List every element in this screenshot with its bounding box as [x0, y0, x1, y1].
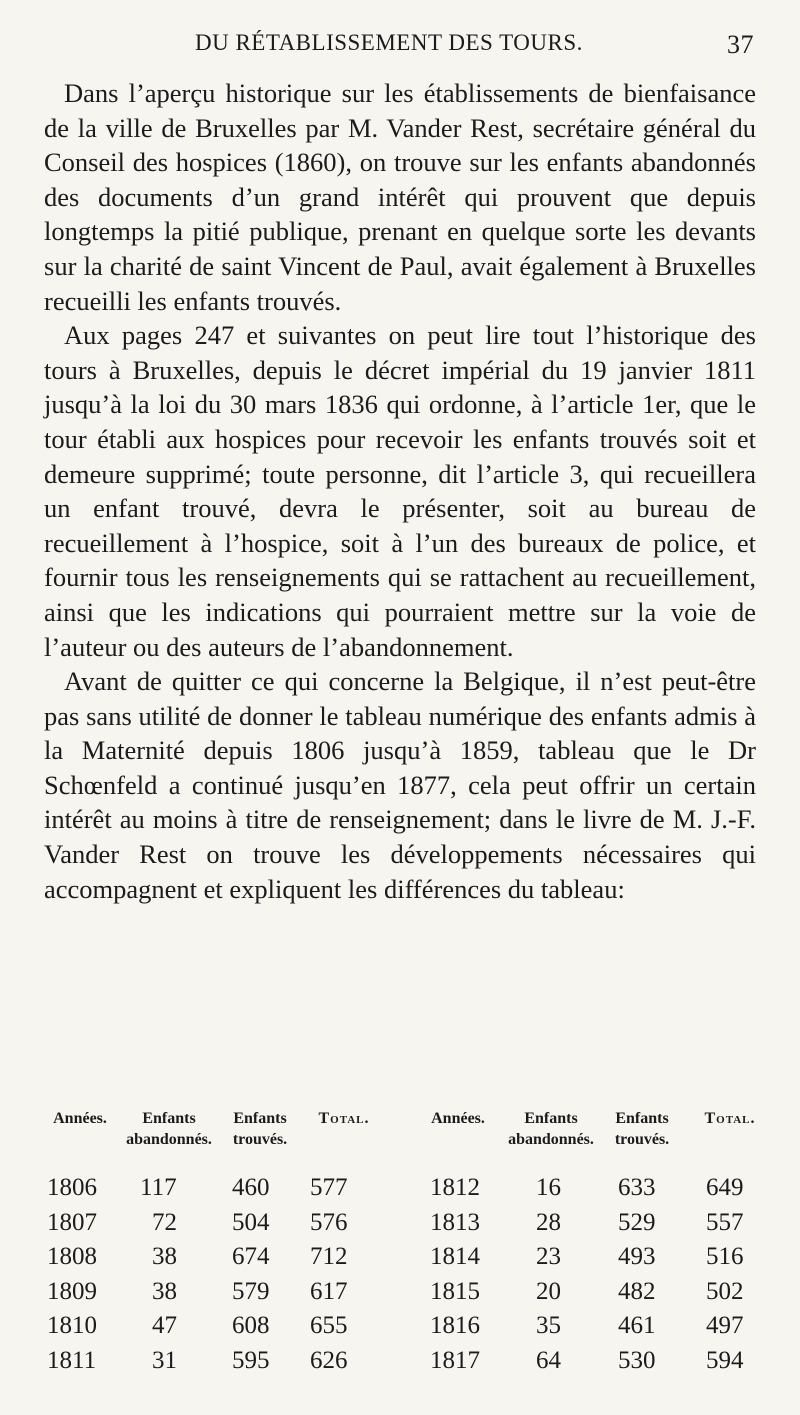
cell-total: 557 — [706, 1208, 744, 1236]
col-header-trouves-line2: trouvés. — [232, 1131, 288, 1148]
col-header-total: Total. — [704, 1110, 756, 1127]
table-row — [44, 1209, 764, 1244]
cell-year: 1815 — [430, 1277, 480, 1305]
cell-year: 1810 — [47, 1312, 97, 1339]
paragraph: Avant de quitter ce qui concerne la Belgique, il n’est peut-être pas sans utilité de donner le tableau numérique des enfants admis à la Maternité depuis 1806 jusqu’à 1859, tableau que le Dr Schœnfeld a continué jusqu’en 1877, cela peut offrir un certain intérêt au moins à titre de renseignement; dans le livre de M. J.-F. Vander Rest on trouve les développements nécessaires qui accompagnent et expliquent les différences du tableau: — [44, 666, 756, 904]
col-header-trouves — [222, 1108, 298, 1150]
col-header-annees: Années. — [53, 1110, 107, 1127]
page-number: 37 — [727, 30, 754, 59]
col-header-trouves-line2: trouvés. — [614, 1131, 670, 1148]
cell-abandoned: 28 — [536, 1208, 561, 1236]
col-header-annees: Années. — [431, 1110, 485, 1127]
cell-total: 626 — [310, 1346, 348, 1374]
cell-year: 1816 — [430, 1312, 480, 1339]
cell-abandoned: 64 — [536, 1346, 561, 1374]
running-title: DU RÉTABLISSEMENT DES TOURS. — [195, 30, 583, 55]
col-header-abandonnes — [496, 1108, 606, 1150]
cell-year: 1807 — [47, 1208, 97, 1236]
col-header-abandonnes-line1: Enfants — [524, 1110, 578, 1127]
cell-year: 1808 — [47, 1243, 97, 1270]
table-row — [44, 1243, 764, 1278]
col-header-trouves — [604, 1108, 680, 1150]
cell-year: 1817 — [430, 1346, 480, 1374]
cell-total: 577 — [310, 1174, 348, 1201]
cell-found: 493 — [618, 1243, 656, 1270]
col-header-abandonnes — [114, 1108, 224, 1150]
cell-found: 504 — [232, 1208, 270, 1236]
cell-year: 1813 — [430, 1208, 480, 1236]
cell-total: 617 — [310, 1277, 348, 1305]
cell-total: 502 — [706, 1277, 744, 1305]
cell-abandoned: 16 — [536, 1174, 561, 1201]
col-header-trouves-line1: Enfants — [233, 1110, 287, 1127]
cell-total: 649 — [706, 1174, 744, 1201]
data-table — [44, 1108, 764, 1381]
cell-year: 1809 — [47, 1277, 97, 1305]
cell-abandoned: 23 — [536, 1243, 561, 1270]
cell-abandoned: 47 — [152, 1312, 177, 1339]
cell-abandoned: 31 — [152, 1346, 177, 1374]
cell-found: 579 — [232, 1277, 270, 1305]
cell-total: 497 — [706, 1312, 744, 1339]
paragraph: Dans l’aperçu historique sur les établissements de bienfaisance de la ville de Bruxelles par M. Vander Rest, secrétaire général du Conseil des hospices (1860), on trouve sur les enfants abandonnés des documents d’un grand intérêt qui prouvent que depuis longtemps la pitié publique, prenant en quelque sorte les devants sur la charité de saint Vincent de Paul, avait également à Bruxelles recueilli les enfants trouvés. — [44, 78, 756, 316]
cell-abandoned: 20 — [536, 1277, 561, 1305]
paragraph: Aux pages 247 et suivantes on peut lire tout l’historique des tours à Bruxelles, depuis le décret impérial du 19 janvier 1811 jusqu’à la loi du 30 mars 1836 qui ordonne, à l’article 1er, que le tour établi aux hospices pour recevoir les enfants trouvés soit et demeure supprimé; toute personne, dit l’article 3, qui recueillera un enfant trouvé, devra le présenter, soit au bureau de recueillement à l’hospice, soit à l’un des bureaux de police, et fournir tous les renseignements qui se rattachent au recueillement, ainsi que les indications qui pourraient mettre sur la voie de l’auteur ou des auteurs de l’abandonnement. — [44, 320, 756, 662]
table-body — [44, 1174, 764, 1381]
cell-total: 516 — [706, 1243, 744, 1270]
cell-abandoned: 72 — [152, 1208, 177, 1236]
cell-found: 529 — [618, 1208, 656, 1236]
cell-year: 1811 — [47, 1346, 97, 1374]
cell-year: 1814 — [430, 1243, 480, 1270]
table-row — [44, 1347, 764, 1382]
cell-found: 633 — [618, 1174, 656, 1201]
table-row — [44, 1312, 764, 1347]
cell-abandoned: 117 — [140, 1174, 177, 1201]
running-header — [40, 30, 760, 66]
cell-year: 1812 — [430, 1174, 480, 1201]
cell-found: 595 — [232, 1346, 270, 1374]
col-header-total: Total. — [318, 1110, 370, 1127]
cell-abandoned: 38 — [152, 1243, 177, 1270]
cell-total: 594 — [706, 1346, 744, 1374]
cell-found: 482 — [618, 1277, 656, 1305]
cell-found: 530 — [618, 1346, 656, 1374]
table-row — [44, 1174, 764, 1209]
cell-found: 461 — [618, 1312, 656, 1339]
col-header-abandonnes-line1: Enfants — [142, 1110, 196, 1127]
col-header-trouves-line1: Enfants — [615, 1110, 669, 1127]
cell-found: 608 — [232, 1312, 270, 1339]
cell-abandoned: 38 — [152, 1277, 177, 1305]
cell-year: 1806 — [47, 1174, 97, 1201]
cell-total: 655 — [310, 1312, 348, 1339]
cell-found: 674 — [232, 1243, 270, 1270]
cell-total: 576 — [310, 1208, 348, 1236]
col-header-abandonnes-line2: abandonnés. — [508, 1131, 594, 1148]
cell-total: 712 — [310, 1243, 348, 1270]
body-text — [44, 76, 756, 906]
cell-found: 460 — [232, 1174, 270, 1201]
table-header — [44, 1108, 764, 1156]
cell-abandoned: 35 — [536, 1312, 561, 1339]
col-header-abandonnes-line2: abandonnés. — [126, 1131, 212, 1148]
table-row — [44, 1278, 764, 1313]
